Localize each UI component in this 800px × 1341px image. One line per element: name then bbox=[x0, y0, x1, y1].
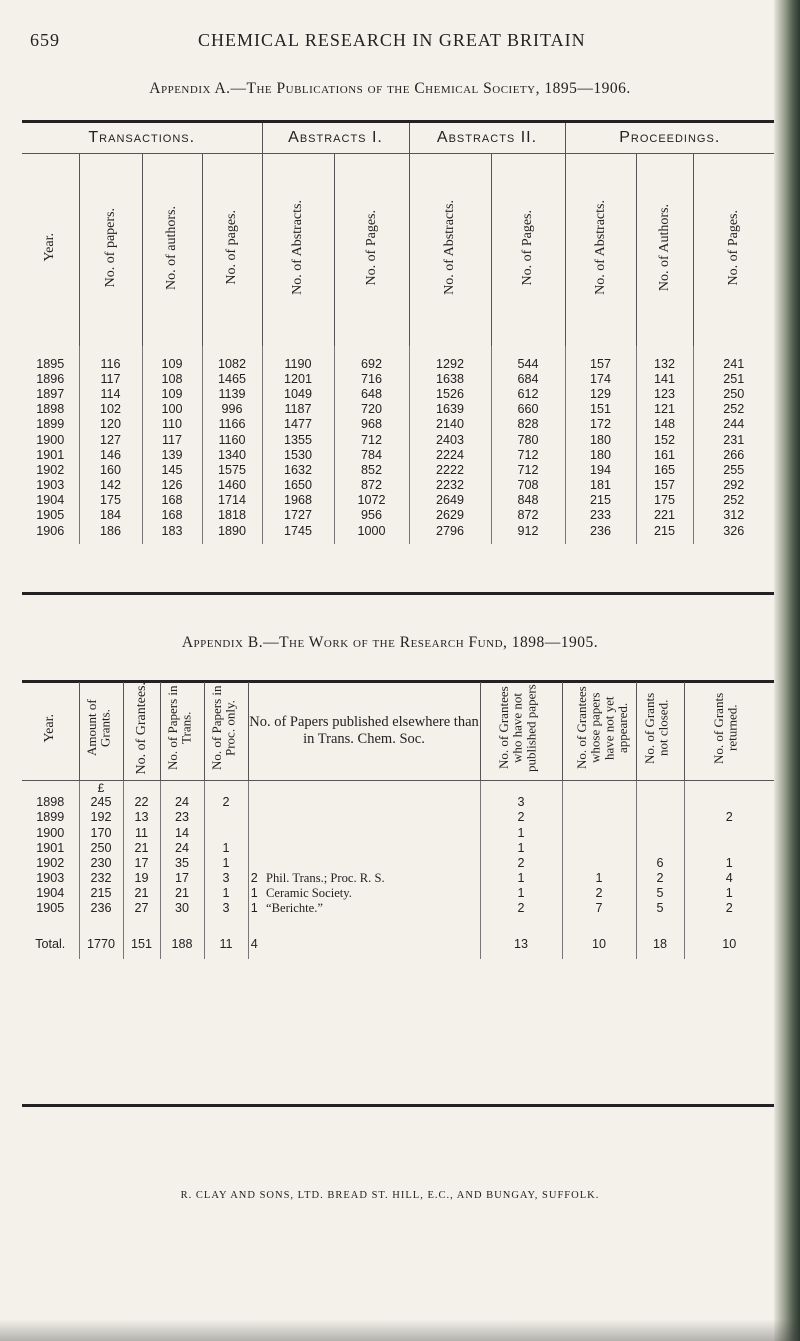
table-cell: 1906 bbox=[22, 523, 79, 538]
table-b-bottom-rule bbox=[22, 1104, 774, 1107]
table-cell: 1 bbox=[480, 870, 562, 885]
table-cell: 1072 bbox=[334, 493, 409, 508]
table-row bbox=[22, 855, 774, 870]
table-cell: 255 bbox=[723, 462, 745, 477]
table-cell: 1890 bbox=[202, 523, 262, 538]
table-cell: 175 bbox=[636, 493, 693, 508]
table-cell: 13 bbox=[123, 810, 160, 825]
table-cell: 21 bbox=[160, 886, 204, 901]
b-column-headers bbox=[22, 682, 774, 780]
table-cell: 1460 bbox=[202, 478, 262, 493]
table-cell: 1000 bbox=[334, 523, 409, 538]
table-cell: 1900 bbox=[22, 825, 79, 840]
table-cell: 1 bbox=[725, 886, 733, 901]
table-cell: 24 bbox=[160, 840, 204, 855]
table-cell: 872 bbox=[491, 508, 565, 523]
table-cell: 1139 bbox=[202, 386, 262, 401]
table-cell: 1818 bbox=[202, 508, 262, 523]
table-cell: 1 bbox=[480, 840, 562, 855]
group-transactions: Transactions. bbox=[22, 123, 262, 154]
table-cell: 1968 bbox=[262, 493, 334, 508]
table-cell: 1 bbox=[250, 901, 258, 916]
table-cell: 3 bbox=[204, 870, 248, 885]
table-cell: 1292 bbox=[409, 346, 491, 371]
col-proc-authors: No. of Authors. bbox=[656, 203, 672, 292]
table-cell: 2 bbox=[636, 870, 684, 885]
table-cell: 6 bbox=[636, 855, 684, 870]
table-cell: 1575 bbox=[202, 462, 262, 477]
table-cell: 1898 bbox=[22, 795, 79, 810]
table-cell: 712 bbox=[491, 462, 565, 477]
table-cell: 221 bbox=[636, 508, 693, 523]
table-cell: 1898 bbox=[22, 402, 79, 417]
table-row bbox=[22, 478, 774, 493]
col-abs2-pages: No. of Pages. bbox=[520, 209, 535, 286]
table-row bbox=[22, 432, 774, 447]
table-cell: 180 bbox=[565, 432, 636, 447]
table-cell: 1900 bbox=[22, 432, 79, 447]
table-cell: 2403 bbox=[409, 432, 491, 447]
table-row bbox=[22, 402, 774, 417]
table-cell: Total. bbox=[22, 931, 79, 959]
table-cell: 544 bbox=[491, 346, 565, 371]
group-proceedings: Proceedings. bbox=[619, 129, 721, 146]
table-cell: 1639 bbox=[409, 402, 491, 417]
printer-imprint: R. CLAY AND SONS, LTD. BREAD ST. HILL, E.C., AND BUNGAY, SUFFOLK. bbox=[180, 1190, 600, 1201]
table-cell: 1340 bbox=[202, 447, 262, 462]
table-row bbox=[22, 462, 774, 477]
table-cell: 712 bbox=[334, 432, 409, 447]
table-cell: 151 bbox=[123, 931, 160, 959]
table-cell: 1745 bbox=[262, 523, 334, 538]
col-proc-abstracts: No. of Abstracts. bbox=[592, 200, 608, 295]
page-bottom-shadow bbox=[0, 1319, 800, 1341]
table-cell: 2222 bbox=[409, 462, 491, 477]
table-cell: 121 bbox=[636, 402, 693, 417]
table-cell: 1 bbox=[480, 825, 562, 840]
table-cell bbox=[562, 825, 636, 840]
table-cell: 2796 bbox=[409, 523, 491, 538]
table-cell bbox=[684, 795, 774, 810]
table-cell: 10 bbox=[722, 937, 737, 952]
table-cell: 170 bbox=[79, 825, 123, 840]
table-cell: 1895 bbox=[22, 346, 79, 371]
table-cell: 2140 bbox=[409, 417, 491, 432]
table-cell: 245 bbox=[79, 795, 123, 810]
table-cell: 23 bbox=[160, 810, 204, 825]
table-cell bbox=[636, 825, 684, 840]
table-cell: 1082 bbox=[202, 346, 262, 371]
table-cell: 192 bbox=[79, 810, 123, 825]
table-cell bbox=[204, 810, 248, 825]
table-row bbox=[22, 523, 774, 538]
table-cell: 24 bbox=[160, 795, 204, 810]
table-cell: 2224 bbox=[409, 447, 491, 462]
table-cell: 1904 bbox=[22, 886, 79, 901]
table-cell: 5 bbox=[636, 901, 684, 916]
table-cell: 1902 bbox=[22, 855, 79, 870]
table-row bbox=[22, 493, 774, 508]
publications-table bbox=[22, 123, 774, 544]
table-cell: 146 bbox=[79, 447, 142, 462]
table-cell: 22 bbox=[123, 795, 160, 810]
table-cell: 148 bbox=[636, 417, 693, 432]
table-cell: 250 bbox=[723, 386, 745, 401]
col-authors: No. of authors. bbox=[164, 205, 179, 290]
table-cell: 266 bbox=[723, 447, 745, 462]
table-cell: 233 bbox=[565, 508, 636, 523]
table-cell: 4 bbox=[725, 871, 733, 886]
table-cell: 2232 bbox=[409, 478, 491, 493]
table-cell bbox=[260, 840, 480, 855]
col-papers: No. of papers. bbox=[102, 207, 118, 288]
table-cell: 21 bbox=[123, 886, 160, 901]
table-cell: 660 bbox=[491, 402, 565, 417]
table-cell: 152 bbox=[636, 432, 693, 447]
table-row bbox=[22, 810, 774, 825]
table-cell: 132 bbox=[636, 346, 693, 371]
table-cell: 232 bbox=[79, 870, 123, 885]
table-cell: 123 bbox=[636, 386, 693, 401]
table-cell: 236 bbox=[79, 901, 123, 916]
table-cell: 1901 bbox=[22, 447, 79, 462]
table-row bbox=[22, 825, 774, 840]
table-cell: 181 bbox=[565, 478, 636, 493]
table-cell: 1166 bbox=[202, 417, 262, 432]
table-cell: 21 bbox=[123, 840, 160, 855]
table-cell bbox=[260, 931, 480, 959]
table-cell bbox=[204, 825, 248, 840]
table-cell: 194 bbox=[565, 462, 636, 477]
table-row bbox=[22, 346, 774, 371]
table-cell: 117 bbox=[79, 371, 142, 386]
table-cell: 18 bbox=[636, 931, 684, 959]
table-cell: 129 bbox=[565, 386, 636, 401]
table-cell: 2 bbox=[480, 855, 562, 870]
table-cell: 1899 bbox=[22, 417, 79, 432]
table-cell bbox=[636, 810, 684, 825]
table-cell: 10 bbox=[562, 931, 636, 959]
table-cell: 161 bbox=[636, 447, 693, 462]
table-cell: 27 bbox=[123, 901, 160, 916]
table-cell: 1465 bbox=[202, 371, 262, 386]
table-cell: 165 bbox=[636, 462, 693, 477]
table-cell: 1201 bbox=[262, 371, 334, 386]
table-cell bbox=[684, 840, 774, 855]
b-col-elsewhere: No. of Papers published elsewhere than in Trans. Chem. Soc. bbox=[248, 682, 480, 780]
col-year: Year. bbox=[42, 233, 58, 262]
table-cell bbox=[260, 795, 480, 810]
table-cell: 186 bbox=[79, 523, 142, 538]
table-cell: 126 bbox=[142, 478, 202, 493]
table-cell: 292 bbox=[723, 478, 745, 493]
table-cell: 612 bbox=[491, 386, 565, 401]
table-row bbox=[22, 508, 774, 523]
table-cell: 1049 bbox=[262, 386, 334, 401]
table-row bbox=[22, 870, 774, 885]
table-cell: 114 bbox=[79, 386, 142, 401]
table-cell: 1904 bbox=[22, 493, 79, 508]
group-abstracts-1: Abstracts I. bbox=[262, 123, 409, 154]
table-cell: 2 bbox=[480, 901, 562, 916]
table-cell: 1899 bbox=[22, 810, 79, 825]
table-cell: 252 bbox=[723, 402, 745, 417]
b-col-not-appeared: No. of Grantees whose papers have not yet appeared. bbox=[574, 686, 630, 770]
table-cell: Phil. Trans.; Proc. R. S. bbox=[260, 870, 480, 885]
table-cell: 1632 bbox=[262, 462, 334, 477]
table-cell: 231 bbox=[723, 432, 745, 447]
table-cell: 127 bbox=[79, 432, 142, 447]
col-abs1-abstracts: No. of Abstracts. bbox=[290, 200, 305, 295]
table-cell bbox=[562, 855, 636, 870]
col-proc-pages: No. of Pages. bbox=[725, 209, 741, 286]
table-cell: 251 bbox=[723, 371, 745, 386]
table-cell: 1727 bbox=[262, 508, 334, 523]
currency-symbol: £ bbox=[79, 780, 123, 795]
table-cell: Ceramic Society. bbox=[260, 886, 480, 901]
table-cell bbox=[248, 840, 260, 855]
table-cell: 1477 bbox=[262, 417, 334, 432]
table-cell: 312 bbox=[723, 508, 745, 523]
table-row bbox=[22, 371, 774, 386]
table-cell: 100 bbox=[142, 402, 202, 417]
table-cell bbox=[260, 855, 480, 870]
col-abs1-pages: No. of Pages. bbox=[363, 209, 379, 286]
table-cell: 175 bbox=[79, 493, 142, 508]
table-cell: 145 bbox=[142, 462, 202, 477]
table-cell: 252 bbox=[723, 493, 745, 508]
table-cell: 684 bbox=[491, 371, 565, 386]
page-edge bbox=[774, 0, 800, 1341]
table-a-bottom-rule bbox=[22, 592, 774, 595]
table-cell: 720 bbox=[334, 402, 409, 417]
table-cell: 852 bbox=[334, 462, 409, 477]
table-cell: 780 bbox=[491, 432, 565, 447]
table-cell: 108 bbox=[142, 371, 202, 386]
table-cell: 2 bbox=[250, 871, 258, 886]
table-cell: 692 bbox=[334, 346, 409, 371]
table-cell bbox=[248, 825, 260, 840]
table-cell: 1770 bbox=[79, 931, 123, 959]
table-cell bbox=[260, 810, 480, 825]
table-cell: 1905 bbox=[22, 901, 79, 916]
table-cell: 142 bbox=[79, 478, 142, 493]
table-cell: 215 bbox=[565, 493, 636, 508]
b-col-grants-not-closed: No. of Grants not closed. bbox=[642, 692, 671, 764]
table-cell: 160 bbox=[79, 462, 142, 477]
table-cell: 2 bbox=[562, 886, 636, 901]
appendix-b-caption: Appendix B.—The Work of the Research Fund, 1898—1905. bbox=[181, 634, 599, 651]
total-row bbox=[22, 931, 774, 959]
running-title: CHEMICAL RESEARCH IN GREAT BRITAIN bbox=[198, 30, 586, 50]
table-cell: 7 bbox=[562, 901, 636, 916]
table-cell: 1355 bbox=[262, 432, 334, 447]
b-col-year: Year. bbox=[42, 714, 58, 743]
table-cell: 1 bbox=[204, 855, 248, 870]
table-cell: 241 bbox=[723, 356, 745, 371]
table-cell bbox=[562, 810, 636, 825]
table-cell: 215 bbox=[79, 886, 123, 901]
table-cell: 230 bbox=[79, 855, 123, 870]
table-cell: 30 bbox=[160, 901, 204, 916]
table-cell bbox=[636, 840, 684, 855]
table-cell: 13 bbox=[480, 931, 562, 959]
table-cell: 1650 bbox=[262, 478, 334, 493]
table-cell: 956 bbox=[334, 508, 409, 523]
b-col-grantees: No. of Grantees. bbox=[133, 682, 149, 775]
table-cell: 1902 bbox=[22, 462, 79, 477]
table-cell: 11 bbox=[123, 825, 160, 840]
table-cell: 912 bbox=[491, 523, 565, 538]
table-cell: 1530 bbox=[262, 447, 334, 462]
table-cell: 712 bbox=[491, 447, 565, 462]
table-cell: 1714 bbox=[202, 493, 262, 508]
table-cell bbox=[562, 840, 636, 855]
b-col-papers-trans: No. of Papers in Trans. bbox=[165, 686, 194, 771]
table-cell bbox=[636, 795, 684, 810]
table-cell: 110 bbox=[142, 417, 202, 432]
table-cell: 1903 bbox=[22, 870, 79, 885]
table-cell: 174 bbox=[565, 371, 636, 386]
table-cell: 1 bbox=[204, 840, 248, 855]
col-abs2-abstracts: No. of Abstracts. bbox=[442, 200, 457, 295]
table-row bbox=[22, 386, 774, 401]
table-cell bbox=[260, 825, 480, 840]
table-cell: 2 bbox=[480, 810, 562, 825]
table-cell: 117 bbox=[142, 432, 202, 447]
column-headers bbox=[22, 154, 774, 347]
research-fund-table bbox=[22, 682, 774, 959]
table-cell: 11 bbox=[204, 931, 248, 959]
table-cell: 996 bbox=[202, 402, 262, 417]
table-cell bbox=[562, 795, 636, 810]
table-cell: 250 bbox=[79, 840, 123, 855]
table-cell: 1905 bbox=[22, 508, 79, 523]
table-cell bbox=[248, 855, 260, 870]
table-cell: 848 bbox=[491, 493, 565, 508]
table-cell: 1190 bbox=[262, 346, 334, 371]
table-cell: 184 bbox=[79, 508, 142, 523]
table-cell: 872 bbox=[334, 478, 409, 493]
b-col-not-published: No. of Grantees who have not published papers bbox=[496, 684, 539, 773]
table-cell: 157 bbox=[636, 478, 693, 493]
table-cell: 1 bbox=[204, 886, 248, 901]
table-cell: 183 bbox=[142, 523, 202, 538]
table-cell: 244 bbox=[723, 417, 745, 432]
table-cell: 1160 bbox=[202, 432, 262, 447]
table-cell: 17 bbox=[123, 855, 160, 870]
table-cell bbox=[248, 810, 260, 825]
table-cell: “Berichte.” bbox=[260, 901, 480, 916]
table-cell: 120 bbox=[79, 417, 142, 432]
table-cell: 35 bbox=[160, 855, 204, 870]
table-cell: 1896 bbox=[22, 371, 79, 386]
table-cell: 116 bbox=[79, 346, 142, 371]
table-row bbox=[22, 417, 774, 432]
appendix-a-caption: Appendix A.—The Publications of the Chemical Society, 1895—1906. bbox=[149, 80, 631, 97]
table-cell: 215 bbox=[636, 523, 693, 538]
table-cell: 1526 bbox=[409, 386, 491, 401]
table-cell bbox=[248, 795, 260, 810]
table-cell: 157 bbox=[565, 346, 636, 371]
group-abstracts-2: Abstracts II. bbox=[409, 123, 565, 154]
table-cell: 4 bbox=[250, 937, 258, 952]
table-cell: 3 bbox=[480, 795, 562, 810]
table-cell: 1 bbox=[725, 855, 733, 870]
table-cell: 188 bbox=[160, 931, 204, 959]
table-cell: 102 bbox=[79, 402, 142, 417]
table-cell: 2 bbox=[204, 795, 248, 810]
table-cell: 1897 bbox=[22, 386, 79, 401]
b-col-papers-proc: No. of Papers in Proc. only. bbox=[209, 686, 238, 771]
page-number: 659 bbox=[30, 30, 60, 50]
table-cell: 1 bbox=[250, 886, 258, 901]
table-cell: 1 bbox=[562, 870, 636, 885]
b-col-amount: Amount of Grants. bbox=[84, 699, 113, 757]
table-cell: 968 bbox=[334, 417, 409, 432]
table-cell: 168 bbox=[142, 493, 202, 508]
table-cell: 3 bbox=[204, 901, 248, 916]
table-cell: 1903 bbox=[22, 478, 79, 493]
table-row bbox=[22, 447, 774, 462]
table-cell: 828 bbox=[491, 417, 565, 432]
b-col-grants-returned: No. of Grants returned. bbox=[711, 692, 740, 764]
table-cell: 19 bbox=[123, 870, 160, 885]
table-cell: 784 bbox=[334, 447, 409, 462]
col-pages: No. of pages. bbox=[224, 210, 239, 285]
table-cell: 1901 bbox=[22, 840, 79, 855]
table-cell: 2629 bbox=[409, 508, 491, 523]
table-cell bbox=[684, 825, 774, 840]
table-cell: 1 bbox=[480, 886, 562, 901]
table-cell: 716 bbox=[334, 371, 409, 386]
table-cell: 2 bbox=[725, 901, 733, 916]
table-cell: 14 bbox=[160, 825, 204, 840]
table-cell: 180 bbox=[565, 447, 636, 462]
table-cell: 109 bbox=[142, 346, 202, 371]
table-cell: 236 bbox=[565, 523, 636, 538]
table-row bbox=[22, 840, 774, 855]
table-cell: 139 bbox=[142, 447, 202, 462]
table-cell: 172 bbox=[565, 417, 636, 432]
table-cell: 151 bbox=[565, 402, 636, 417]
table-cell: 648 bbox=[334, 386, 409, 401]
table-cell: 168 bbox=[142, 508, 202, 523]
table-cell: 141 bbox=[636, 371, 693, 386]
table-cell: 326 bbox=[723, 523, 745, 538]
table-row bbox=[22, 795, 774, 810]
table-cell: 109 bbox=[142, 386, 202, 401]
table-cell: 17 bbox=[160, 870, 204, 885]
table-cell: 1638 bbox=[409, 371, 491, 386]
table-cell: 708 bbox=[491, 478, 565, 493]
table-row bbox=[22, 901, 774, 916]
table-cell: 5 bbox=[636, 886, 684, 901]
table-cell: 1187 bbox=[262, 402, 334, 417]
table-row bbox=[22, 886, 774, 901]
table-cell: 2649 bbox=[409, 493, 491, 508]
table-cell: 2 bbox=[725, 810, 733, 825]
